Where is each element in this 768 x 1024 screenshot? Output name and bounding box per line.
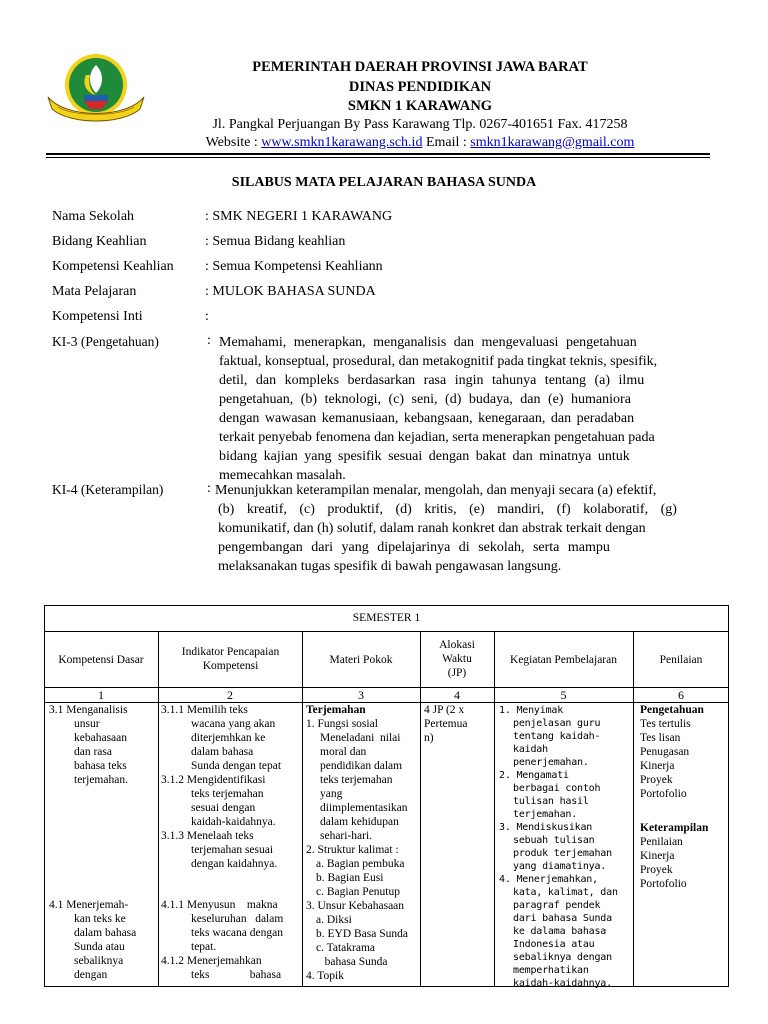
penilaian-item: Kinerja — [640, 760, 675, 772]
penilaian-heading-keterampilan: Keterampilan — [640, 822, 709, 834]
materi-line: Meneladani nilai — [320, 732, 401, 744]
table-rule — [420, 631, 421, 987]
ind-line: teks bahasa — [191, 969, 282, 981]
ind-line: tepat. — [191, 941, 217, 953]
header-address: Jl. Pangkal Perjuangan By Pass Karawang Tlp. 0267-401651 Fax. 417258 — [212, 117, 628, 132]
ind-line: teks terjemahan — [191, 788, 264, 800]
field-label: Bidang Keahlian — [52, 234, 147, 249]
penilaian-heading-pengetahuan: Pengetahuan — [640, 704, 704, 716]
ind-line: terjemahan sesuai — [191, 844, 274, 856]
kegiatan-line: tulisan hasil — [513, 796, 589, 807]
penilaian-item: Tes tertulis — [640, 718, 691, 730]
col-number: 4 — [454, 688, 460, 702]
indikator-3-1 — [161, 703, 301, 871]
header-contact — [130, 134, 710, 152]
ind-line: dengan kaidahnya. — [191, 858, 278, 870]
header-department: DINAS PENDIDIKAN — [348, 79, 492, 95]
kd-line: dan rasa — [74, 746, 112, 758]
table-rule — [44, 631, 729, 632]
kd-3-1 — [49, 703, 157, 787]
ind-line: wacana yang akan — [191, 718, 276, 730]
kegiatan-line: kaidah — [513, 744, 548, 755]
ind-line: dalam bahasa — [191, 746, 254, 758]
table-rule — [494, 631, 495, 987]
ki3-line: memecahkan masalah. — [219, 468, 346, 483]
materi-line: b. EYD Basa Sunda — [316, 928, 408, 940]
table-rule — [158, 631, 159, 987]
penilaian — [640, 703, 728, 891]
ki3-line: pengetahuan, (b) teknologi, (c) seni, (d) budaya, dan (e) humaniora — [219, 392, 631, 407]
materi-line: yang — [320, 788, 343, 800]
materi-line: moral dan — [320, 746, 367, 758]
document-title: SILABUS MATA PELAJARAN BAHASA SUNDA — [231, 175, 537, 190]
ki3-line: dengan wawasan kemanusiaan, kebangsaan, kenegaraan, dan peradaban — [219, 411, 635, 426]
kd-line: 4.1 Menerjemah- — [49, 899, 129, 911]
ki3-line: Memahami, menerapkan, menganalisis dan mengevaluasi pengetahuan — [219, 335, 637, 350]
kegiatan-line: terjemahan. — [513, 809, 578, 820]
field-value: : MULOK BAHASA SUNDA — [205, 284, 376, 299]
kegiatan-line: tentang kaidah- — [513, 731, 601, 742]
kd-line: Sunda atau — [74, 941, 125, 953]
email-label: Email : — [422, 135, 471, 150]
website-label: Website : — [205, 135, 262, 150]
col-header-kompetensi-dasar: Kompetensi Dasar — [58, 654, 144, 666]
email-link[interactable]: smkn1karawang@gmail.com — [470, 135, 635, 150]
ind-line: 4.1.1 Menyusun makna — [161, 899, 278, 911]
col-header-alokasi: Alokasi Waktu (JP) — [439, 639, 475, 679]
ind-line: 3.1.2 Mengidentifikasi — [161, 774, 266, 786]
materi-heading: Terjemahan — [306, 704, 366, 716]
materi-line: dalam kehidupan — [320, 816, 399, 828]
kegiatan-line: produk terjemahan — [513, 848, 612, 859]
alokasi-line: n) — [424, 732, 434, 744]
kegiatan-line: memperhatikan — [513, 965, 589, 976]
materi-line: sehari-hari. — [320, 830, 373, 842]
ki4-line: melaksanakan tugas spesifik di bawah pengawasan langsung. — [218, 559, 562, 574]
materi-line: b. Bagian Eusi — [316, 872, 384, 884]
field-value: : — [205, 309, 209, 324]
kd-line: bahasa teks — [74, 760, 127, 772]
ki3-line: bidang kajian yang spesifik sesuai dengan bakat dan minatnya untuk — [219, 449, 630, 464]
kd-4-1 — [49, 898, 157, 982]
header-government: PEMERINTAH DAERAH PROVINSI JAWA BARAT — [252, 59, 588, 75]
col-number: 2 — [227, 688, 233, 702]
kd-line: kan teks ke — [74, 913, 126, 925]
col-number: 1 — [98, 688, 104, 702]
materi-line: a. Diksi — [316, 914, 352, 926]
materi-line: 4. Topik — [306, 970, 344, 982]
kd-line: kebahasaan — [74, 732, 127, 744]
kegiatan-line: sebuah tulisan — [513, 835, 595, 846]
kd-line: sebaliknya — [74, 955, 124, 967]
header-rule-thick — [46, 153, 710, 155]
kegiatan-line: paragraf pendek — [513, 900, 601, 911]
kegiatan-line: Indonesia atau — [513, 939, 595, 950]
col-header-kegiatan: Kegiatan Pembelajaran — [510, 654, 617, 666]
kegiatan-line: 3. Mendiskusikan — [499, 822, 593, 833]
ki3-label: KI-3 (Pengetahuan) — [52, 334, 159, 349]
ki4-line: (b) kreatif, (c) produktif, (d) kritis, (e) mandiri, (f) kolaboratif, (g) — [218, 502, 677, 517]
materi-pokok — [306, 703, 420, 983]
ind-line: 3.1.1 Memilih teks — [161, 704, 248, 716]
ki4-line: Menunjukkan keterampilan menalar, mengolah, dan menyaji secara (a) efektif, — [215, 483, 657, 498]
indikator-4-1 — [161, 898, 301, 982]
field-label: Mata Pelajaran — [52, 284, 137, 299]
kegiatan-line: 4. Menerjemahkan, — [499, 874, 598, 885]
col-number: 3 — [358, 688, 364, 702]
penilaian-item: Tes lisan — [640, 732, 681, 744]
ki4-line: komunikatif, dan (h) solutif, dalam ranah konkret dan abstrak terkait dengan — [218, 521, 646, 536]
col-number: 6 — [678, 688, 684, 702]
kd-line: 3.1 Menganalisis — [49, 704, 128, 716]
materi-line: c. Bagian Penutup — [316, 886, 400, 898]
penilaian-item: Penilaian — [640, 836, 683, 848]
ki3-line: detil, dan kompleks berdasarkan rasa ingin tahunya tentang (a) ilmu — [219, 373, 645, 388]
kegiatan-line: dari bahasa Sunda — [513, 913, 612, 924]
materi-line: a. Bagian pembuka — [316, 858, 405, 870]
kegiatan-line: sebaliknya dengan — [513, 952, 612, 963]
kegiatan-line: ke dalama bahasa — [513, 926, 607, 937]
ki3-text — [219, 333, 706, 485]
kegiatan-pembelajaran — [499, 704, 633, 990]
alokasi-line: Pertemua — [424, 718, 468, 730]
kegiatan-line: kaidah-kaidahnya. — [513, 978, 612, 989]
ki4-label: KI-4 (Keterampilan) — [52, 482, 164, 497]
field-value: : Semua Kompetensi Keahliann — [205, 259, 383, 274]
field-label: Kompetensi Inti — [52, 309, 143, 324]
ind-line: 3.1.3 Menelaah teks — [161, 830, 254, 842]
ki3-colon: : — [207, 333, 211, 348]
penilaian-item: Proyek — [640, 774, 673, 786]
ki3-line: faktual, konseptual, prosedural, dan metakognitif pada tingkat teknis, spesifik, — [219, 354, 658, 369]
kd-line: terjemahan. — [74, 774, 128, 786]
kd-line: dengan — [74, 969, 108, 981]
materi-line: bahasa Sunda — [316, 956, 388, 968]
field-label: Kompetensi Keahlian — [52, 259, 174, 274]
materi-line: pendidikan dalam — [320, 760, 403, 772]
penilaian-item: Kinerja — [640, 850, 675, 862]
field-value: : Semua Bidang keahlian — [205, 234, 346, 249]
kd-line: dalam bahasa — [74, 927, 137, 939]
website-link[interactable]: www.smkn1karawang.sch.id — [261, 135, 423, 150]
kegiatan-line: penjelasan guru — [513, 718, 601, 729]
materi-line: diimplementasikan — [320, 802, 408, 814]
col-header-indikator: Indikator Pencapaian Kompetensi — [181, 646, 280, 672]
ki4-line: pengembangan dari yang dipelajarinya di sekolah, serta mampu — [218, 540, 610, 555]
kegiatan-line: 2. Mengamati — [499, 770, 569, 781]
kegiatan-line: 1. Menyimak — [499, 705, 564, 716]
ind-line: keseluruhan dalam — [191, 913, 284, 925]
header-rule-thin — [46, 157, 710, 158]
kegiatan-line: kata, kalimat, dan — [513, 887, 618, 898]
ind-line: 4.1.2 Menerjemahkan — [161, 955, 262, 967]
penilaian-item: Portofolio — [640, 788, 687, 800]
table-rule — [633, 631, 634, 987]
spacer — [640, 801, 728, 821]
materi-line: 3. Unsur Kebahasaan — [306, 900, 405, 912]
alokasi-waktu — [424, 703, 492, 745]
ind-line: teks wacana dengan — [191, 927, 283, 939]
penilaian-item: Portofolio — [640, 878, 687, 890]
ki4-text — [215, 481, 706, 576]
col-number: 5 — [560, 688, 567, 702]
kegiatan-line: berbagai contoh — [513, 783, 601, 794]
col-header-materi: Materi Pokok — [329, 654, 393, 666]
materi-line: 2. Struktur kalimat : — [306, 844, 399, 856]
header-school: SMKN 1 KARAWANG — [347, 98, 493, 114]
alokasi-line: 4 JP (2 x — [424, 704, 465, 716]
ind-line: Sunda dengan tepat — [191, 760, 282, 772]
table-rule — [302, 631, 303, 987]
kegiatan-line: yang diamatinya. — [513, 861, 607, 872]
ind-line: kaidah-kaidahnya. — [191, 816, 276, 828]
penilaian-item: Proyek — [640, 864, 673, 876]
ki4-colon: : — [207, 481, 211, 496]
col-header-penilaian: Penilaian — [659, 654, 703, 666]
penilaian-item: Penugasan — [640, 746, 690, 758]
ki3-line: terkait penyebab fenomena dan kejadian, serta menerapkan pengetahuan pada — [219, 430, 655, 445]
kd-line: unsur — [74, 718, 100, 730]
materi-line: 1. Fungsi sosial — [306, 718, 378, 730]
field-label: Nama Sekolah — [52, 209, 135, 224]
kegiatan-line: penerjemahan. — [513, 757, 589, 768]
field-value: : SMK NEGERI 1 KARAWANG — [205, 209, 393, 224]
ind-line: sesuai dengan — [191, 802, 256, 814]
materi-line: teks terjemahan — [320, 774, 393, 786]
semester-header: SEMESTER 1 — [352, 612, 421, 624]
ind-line: diterjemhkan ke — [191, 732, 266, 744]
materi-line: c. Tatakrama — [316, 942, 376, 954]
